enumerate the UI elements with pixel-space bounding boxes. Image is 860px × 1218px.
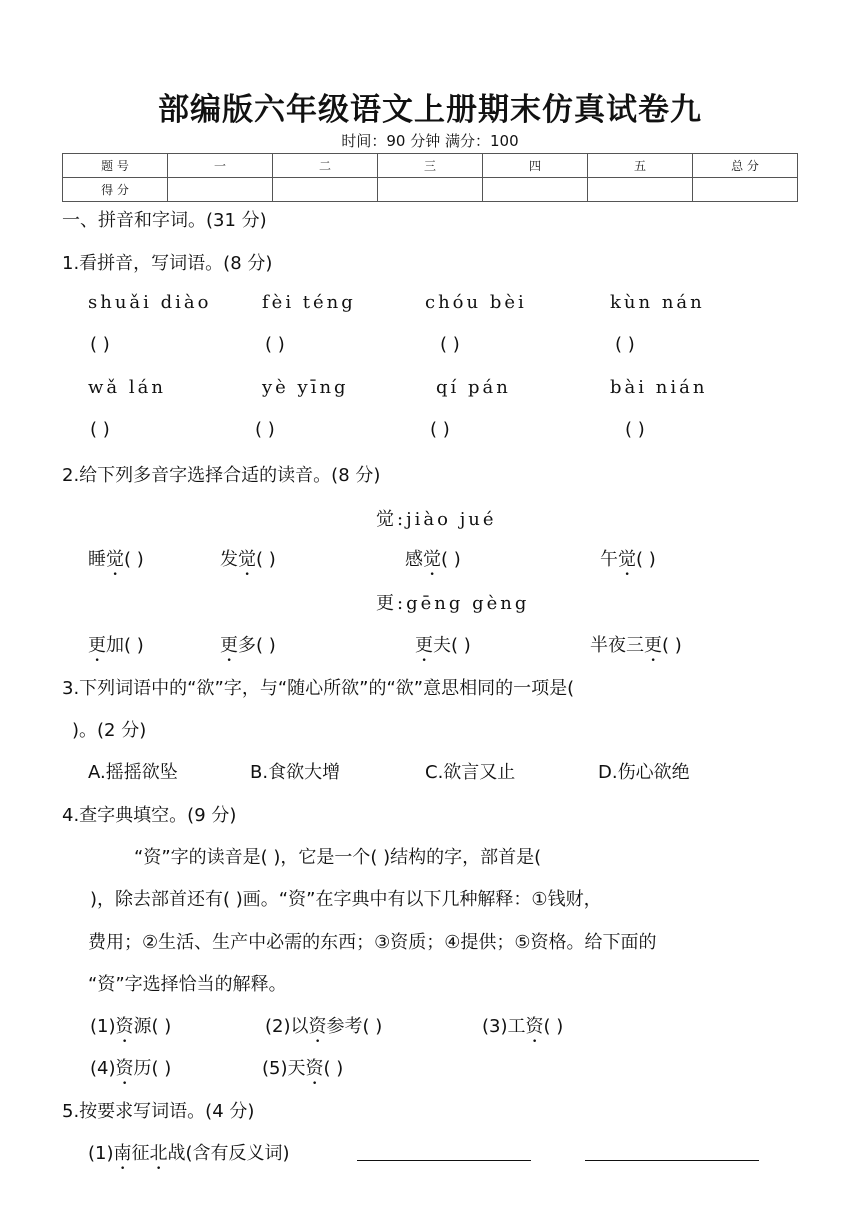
option-b[interactable]: B.食欲大增	[250, 762, 341, 783]
page-title: 部编版六年级语文上册期末仿真试卷九	[158, 92, 702, 128]
pinyin-item: wǎ lán	[88, 377, 166, 398]
score-entry-cell[interactable]	[168, 178, 273, 202]
pinyin-item: shuǎi diào	[88, 292, 212, 313]
question-4-paragraph: “资”字选择恰当的解释。	[88, 974, 287, 995]
item-prefix: (3)工	[482, 1016, 526, 1037]
question-3-text: 3.下列词语中的“欲”字，与“随心所欲”的“欲”意思相同的一项是(	[62, 678, 575, 699]
dotted-char: 更	[88, 635, 106, 656]
pinyin-item: bài nián	[610, 377, 708, 398]
dotted-char: 更	[415, 635, 433, 656]
item-prefix: (2)以	[265, 1016, 309, 1037]
word-bracket: 多( )	[238, 635, 276, 656]
dotted-char: 觉	[618, 549, 636, 570]
item-prefix: (1)	[90, 1016, 116, 1037]
dotted-char: 资	[308, 1016, 327, 1037]
item-bracket: ( )	[323, 1058, 344, 1079]
polyphone-word[interactable]	[405, 545, 461, 580]
dotted-char: 资	[305, 1058, 324, 1079]
pinyin-item: chóu bèi	[425, 292, 527, 313]
answer-bracket[interactable]: ( )	[615, 334, 635, 355]
dotted-char: 觉	[423, 549, 441, 570]
answer-bracket[interactable]: ( )	[90, 334, 110, 355]
item-bracket: ( )	[543, 1016, 564, 1037]
polyphone-heading: 更:gēng gèng	[376, 593, 530, 614]
score-entry-cell[interactable]	[693, 178, 798, 202]
score-cell: 三	[378, 154, 483, 178]
dictionary-item[interactable]	[262, 1054, 343, 1089]
item-bracket: 参考( )	[326, 1016, 383, 1037]
answer-bracket[interactable]: ( )	[440, 334, 460, 355]
pinyin-item: fèi téng	[262, 292, 356, 313]
answer-bracket[interactable]: ( )	[430, 419, 450, 440]
polyphone-word[interactable]	[415, 631, 471, 666]
dictionary-item[interactable]	[90, 1012, 171, 1047]
answer-bracket[interactable]: ( )	[625, 419, 645, 440]
polyphone-word[interactable]	[220, 545, 276, 580]
item-prefix: (4)	[90, 1058, 116, 1079]
dotted-char: 北	[149, 1143, 168, 1164]
question-1-title: 1.看拼音，写词语。(8 分)	[62, 253, 273, 274]
answer-bracket[interactable]: ( )	[90, 419, 110, 440]
dotted-char: 资	[115, 1058, 134, 1079]
option-a[interactable]: A.摇摇欲坠	[88, 762, 178, 783]
dotted-char: 觉	[238, 549, 256, 570]
dotted-char: 南	[113, 1143, 132, 1164]
item-prefix: (5)天	[262, 1058, 306, 1079]
word-bracket: ( )	[256, 549, 276, 570]
word-bracket: ( )	[636, 549, 656, 570]
exam-meta: 时间：90 分钟 满分：100	[341, 132, 519, 150]
pinyin-item: qí pán	[436, 377, 511, 398]
item-bracket: 历( )	[133, 1058, 172, 1079]
dotted-char: 更	[220, 635, 238, 656]
word-text: 午	[600, 549, 618, 570]
dotted-char: 更	[644, 635, 662, 656]
dotted-char: 资	[115, 1016, 134, 1037]
word-text: 战(含有反义词)	[167, 1143, 290, 1164]
score-entry-cell[interactable]	[588, 178, 693, 202]
polyphone-word[interactable]	[220, 631, 276, 666]
word-text: 发	[220, 549, 238, 570]
polyphone-word[interactable]	[590, 631, 682, 666]
dotted-char: 觉	[106, 549, 124, 570]
word-text: 感	[405, 549, 423, 570]
word-bracket: 加( )	[106, 635, 144, 656]
dictionary-item[interactable]	[482, 1012, 563, 1047]
answer-line[interactable]	[357, 1160, 531, 1161]
word-text: 睡	[88, 549, 106, 570]
score-cell: 一	[168, 154, 273, 178]
word-bracket: 夫( )	[433, 635, 471, 656]
answer-line[interactable]	[585, 1160, 759, 1161]
option-c[interactable]: C.欲言又止	[425, 762, 516, 783]
dictionary-item[interactable]	[265, 1012, 382, 1047]
score-cell: 得 分	[63, 178, 168, 202]
answer-bracket[interactable]: ( )	[265, 334, 285, 355]
score-cell: 总 分	[693, 154, 798, 178]
section-heading: 一、拼音和字词。(31 分)	[62, 210, 267, 231]
polyphone-heading: 觉:jiào jué	[376, 509, 497, 530]
word-text: 征	[131, 1143, 150, 1164]
question-4-title: 4.查字典填空。(9 分)	[62, 805, 237, 826]
pinyin-item: kùn nán	[610, 292, 705, 313]
score-cell: 五	[588, 154, 693, 178]
word-bracket: ( )	[124, 549, 144, 570]
word-text: 半夜三	[590, 635, 644, 656]
polyphone-word[interactable]	[600, 545, 656, 580]
score-table-score-row	[63, 178, 798, 202]
option-d[interactable]: D.伤心欲绝	[598, 762, 690, 783]
dictionary-item[interactable]	[90, 1054, 171, 1089]
question-4-paragraph: )，除去部首还有( )画。“资”在字典中有以下几种解释：①钱财，	[90, 889, 602, 910]
score-entry-cell[interactable]	[273, 178, 378, 202]
word-task	[88, 1139, 290, 1174]
score-entry-cell[interactable]	[378, 178, 483, 202]
score-cell: 四	[483, 154, 588, 178]
question-2-title: 2.给下列多音字选择合适的读音。(8 分)	[62, 465, 381, 486]
question-4-paragraph: 费用；②生活、生产中必需的东西；③资质；④提供；⑤资格。给下面的	[88, 932, 657, 953]
question-3-text-cont: )。(2 分)	[72, 720, 147, 741]
item-prefix: (1)	[88, 1143, 114, 1164]
word-bracket: ( )	[441, 549, 461, 570]
dotted-char: 资	[525, 1016, 544, 1037]
item-bracket: 源( )	[133, 1016, 172, 1037]
score-cell: 题 号	[63, 154, 168, 178]
score-cell: 二	[273, 154, 378, 178]
polyphone-word[interactable]	[88, 631, 144, 666]
pinyin-item: yè yīng	[262, 377, 349, 398]
score-entry-cell[interactable]	[483, 178, 588, 202]
word-bracket: ( )	[662, 635, 682, 656]
question-5-title: 5.按要求写词语。(4 分)	[62, 1101, 255, 1122]
polyphone-word[interactable]	[88, 545, 144, 580]
question-4-paragraph: “资”字的读音是( )，它是一个( )结构的字，部首是(	[134, 847, 542, 868]
score-table-header-row	[63, 154, 798, 178]
answer-bracket[interactable]: ( )	[255, 419, 275, 440]
score-table	[62, 153, 798, 202]
